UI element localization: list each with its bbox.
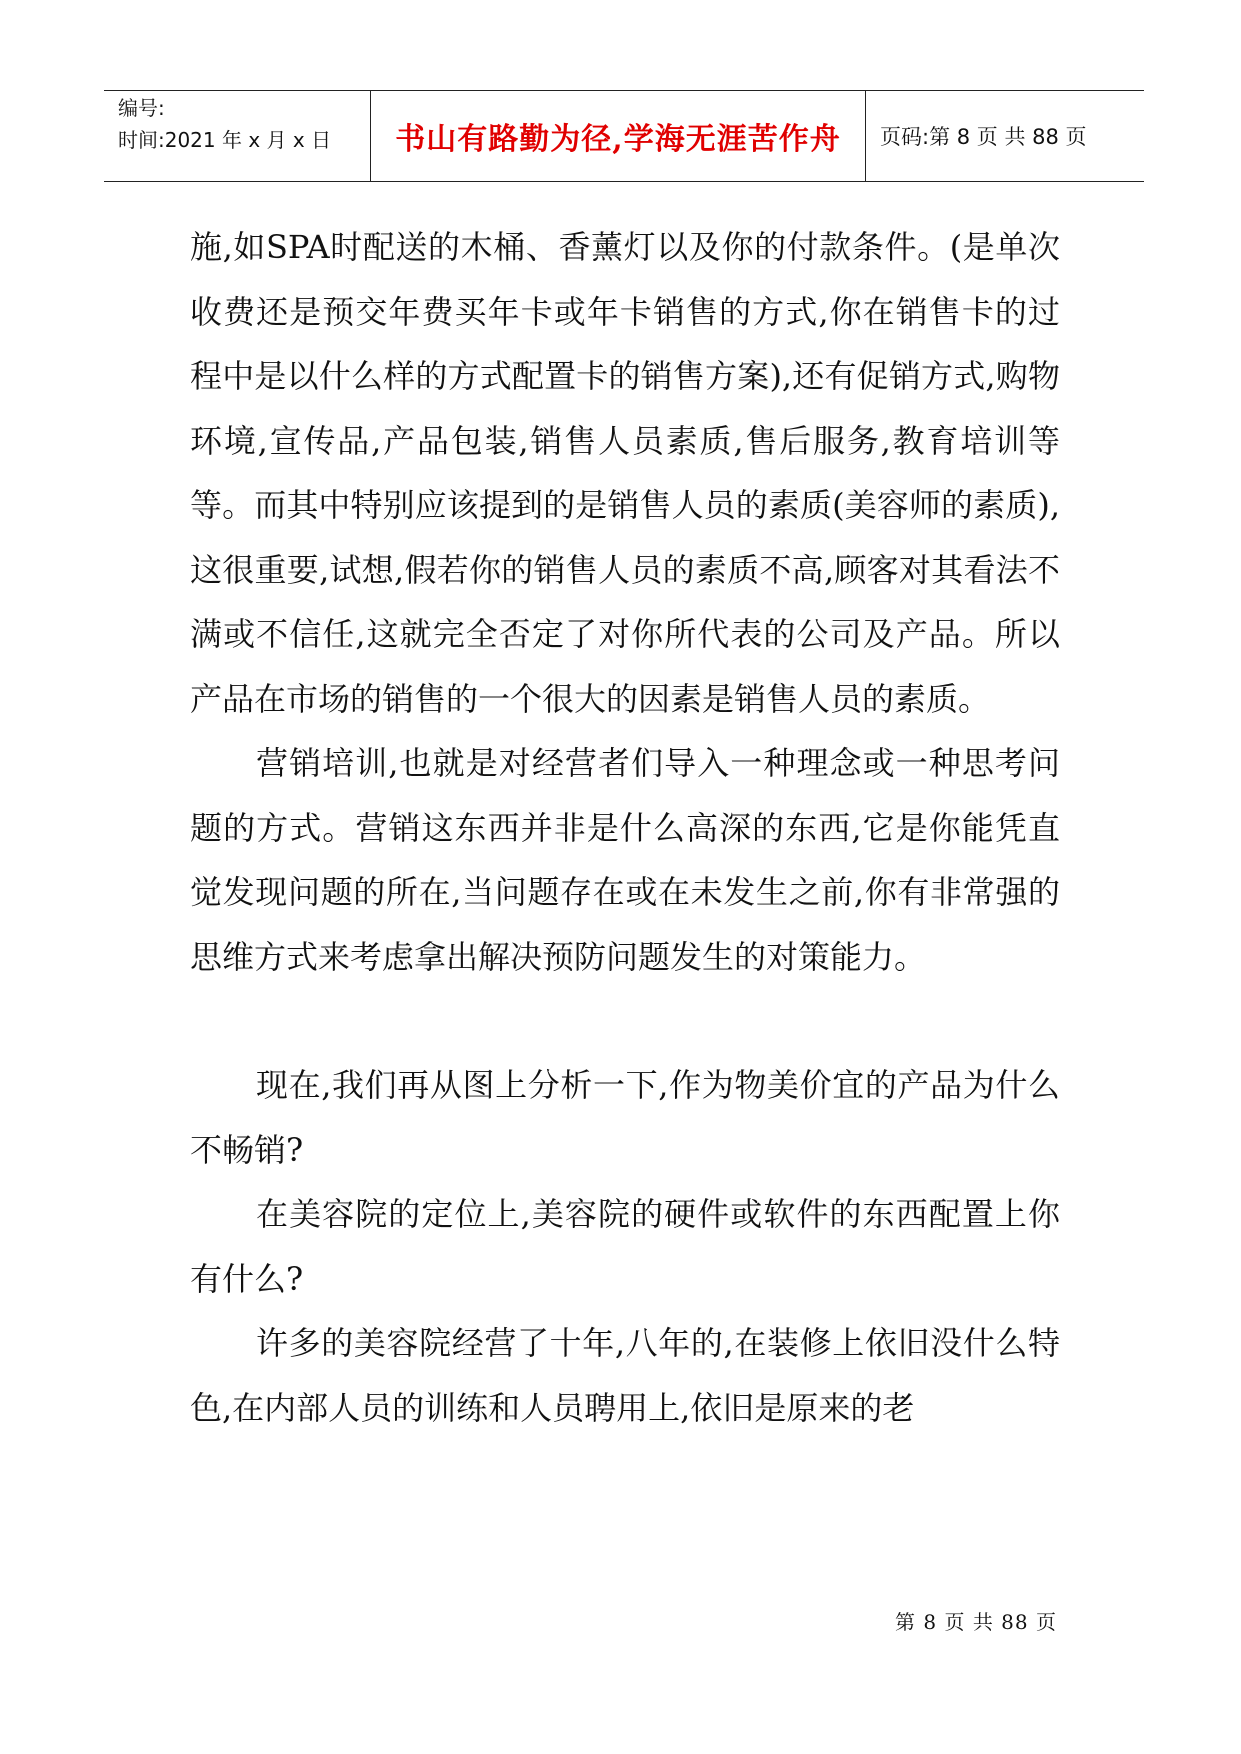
time-label: 时间:2021 年 x 月 x 日 [118,128,332,152]
header-info [104,91,370,181]
paragraph-3: 现在,我们再从图上分析一下,作为物美价宜的产品为什么不畅销? [190,1066,1060,1169]
page-header [104,90,1144,182]
paragraph-5: 许多的美容院经营了十年,八年的,在装修上依旧没什么特色,在内部人员的训练和人员聘用上,依旧是原来的老 [190,1324,1060,1427]
paragraph-4: 在美容院的定位上,美容院的硬件或软件的东西配置上你有什么? [190,1195,1060,1298]
page-footer: 第 8 页 共 88 页 [895,1610,1057,1634]
blank-line [190,989,1060,1053]
header-motto-cell [370,91,866,181]
header-page-code-cell [866,91,1144,181]
motto: 书山有路勤为径,学海无涯苦作舟 [395,122,841,157]
paragraph-1: 施,如SPA时配送的木桶、香薰灯以及你的付款条件。(是单次收费还是预交年费买年卡或年卡销售的方式,你在销售卡的过程中是以什么样的方式配置卡的销售方案),还有促销方式,购物环境,宣传品,产品包装,销售人员素质,售后服务,教育培训等等。而其中特别应该提到的是销售人员的素质(美容师的素质),这很重要,试想,假若你的销售人员的素质不高,顾客对其看法不满或不信任,这就完全否定了对你所代表的公司及产品。所以产品在市场的销售的一个很大的因素是销售人员的素质。 [190,228,1060,718]
paragraph-2: 营销培训,也就是对经营者们导入一种理念或一种思考问题的方式。营销这东西并非是什么高深的东西,它是你能凭直觉发现问题的所在,当问题存在或在未发生之前,你有非常强的思维方式来考虑拿出解决预防问题发生的对策能力。 [190,744,1060,976]
page-code: 页码:第 8 页 共 88 页 [880,125,1087,149]
document-body [190,215,1060,1440]
number-label: 编号: [118,96,165,120]
